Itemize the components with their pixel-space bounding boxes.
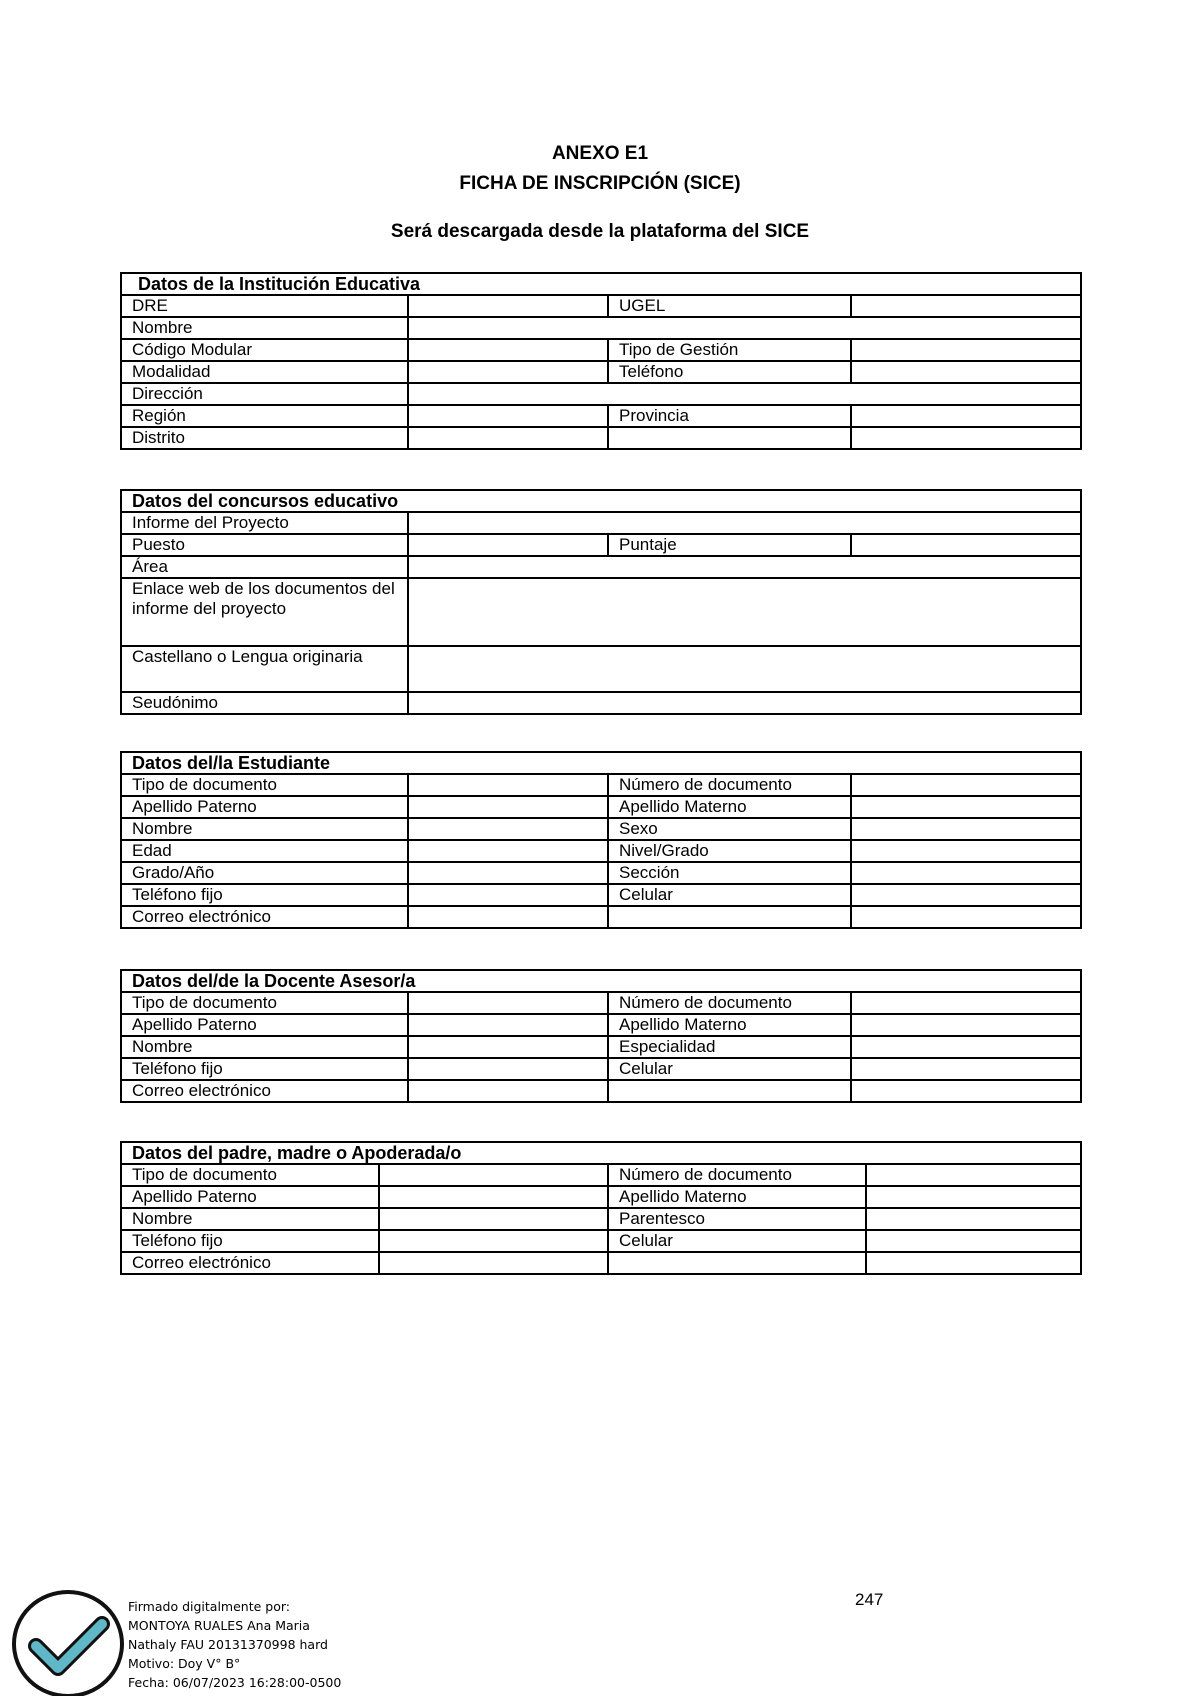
field-label: Nombre xyxy=(121,317,408,339)
signature-line: Fecha: 06/07/2023 16:28:00-0500 xyxy=(128,1675,342,1690)
field-value[interactable] xyxy=(851,906,1081,928)
field-value[interactable] xyxy=(379,1186,608,1208)
field-label: Apellido Materno xyxy=(608,1014,851,1036)
field-label: Tipo de documento xyxy=(121,1164,379,1186)
field-value[interactable] xyxy=(851,796,1081,818)
field-label: Informe del Proyecto xyxy=(121,512,408,534)
field-value[interactable] xyxy=(408,1014,608,1036)
table-row xyxy=(121,427,1081,449)
field-label: Dirección xyxy=(121,383,408,405)
field-value[interactable] xyxy=(851,862,1081,884)
annex-title: ANEXO E1 xyxy=(551,143,649,164)
table-row xyxy=(121,884,1081,906)
field-value[interactable] xyxy=(408,992,608,1014)
field-value[interactable] xyxy=(408,774,608,796)
field-label: Enlace web de los documentos del informe del proyecto xyxy=(121,578,408,646)
section-title: Datos del padre, madre o Apoderada/o xyxy=(121,1142,1081,1164)
signature-line: Nathaly FAU 20131370998 hard xyxy=(128,1637,328,1652)
table-row xyxy=(121,906,1081,928)
field-label: Correo electrónico xyxy=(121,906,408,928)
field-value[interactable] xyxy=(851,884,1081,906)
field-value[interactable] xyxy=(379,1208,608,1230)
field-label: Área xyxy=(121,556,408,578)
field-label: Celular xyxy=(608,884,851,906)
field-label: Región xyxy=(121,405,408,427)
field-value[interactable] xyxy=(851,1058,1081,1080)
table-row xyxy=(121,840,1081,862)
estudiante-table xyxy=(120,751,1082,929)
form-title: FICHA DE INSCRIPCIÓN (SICE) xyxy=(459,173,741,194)
field-value[interactable] xyxy=(408,906,608,928)
form-subtitle: Será descargada desde la plataforma del SICE xyxy=(390,221,810,242)
field-value[interactable] xyxy=(379,1164,608,1186)
field-value[interactable] xyxy=(851,774,1081,796)
field-label: Seudónimo xyxy=(121,692,408,714)
table-row xyxy=(121,1186,1081,1208)
field-value[interactable] xyxy=(408,317,1081,339)
table-row xyxy=(121,512,1081,534)
field-value[interactable] xyxy=(866,1230,1081,1252)
field-label: Tipo de Gestión xyxy=(608,339,851,361)
field-value[interactable] xyxy=(408,295,608,317)
table-row xyxy=(121,796,1081,818)
field-value[interactable] xyxy=(408,534,608,556)
concurso-table xyxy=(120,489,1082,715)
table-row xyxy=(121,1058,1081,1080)
field-label: DRE xyxy=(121,295,408,317)
field-value[interactable] xyxy=(866,1164,1081,1186)
signature-line: Motivo: Doy V° B° xyxy=(128,1656,241,1671)
table-row xyxy=(121,1252,1081,1274)
table-row xyxy=(121,534,1081,556)
table-row xyxy=(121,339,1081,361)
field-value[interactable] xyxy=(851,992,1081,1014)
field-label: Celular xyxy=(608,1230,866,1252)
field-label: Nombre xyxy=(121,1036,408,1058)
table-row xyxy=(121,361,1081,383)
field-value[interactable] xyxy=(851,534,1081,556)
field-value[interactable] xyxy=(866,1186,1081,1208)
field-label: Apellido Paterno xyxy=(121,796,408,818)
field-value[interactable] xyxy=(866,1208,1081,1230)
field-label: Teléfono fijo xyxy=(121,1230,379,1252)
field-value[interactable] xyxy=(379,1230,608,1252)
field-value[interactable] xyxy=(851,405,1081,427)
field-label: UGEL xyxy=(608,295,851,317)
table-row xyxy=(121,992,1081,1014)
digital-signature xyxy=(128,1597,341,1692)
field-value[interactable] xyxy=(408,383,1081,405)
field-value[interactable] xyxy=(851,1036,1081,1058)
field-label: Celular xyxy=(608,1058,851,1080)
field-value[interactable] xyxy=(408,405,608,427)
table-row xyxy=(121,646,1081,692)
field-value[interactable] xyxy=(408,339,608,361)
signature-line: MONTOYA RUALES Ana Maria xyxy=(128,1618,310,1633)
field-label: Número de documento xyxy=(608,774,851,796)
table-row xyxy=(121,1080,1081,1102)
docente-table xyxy=(120,969,1082,1103)
field-value[interactable] xyxy=(851,818,1081,840)
table-row xyxy=(121,774,1081,796)
field-label: Apellido Paterno xyxy=(121,1014,408,1036)
table-row xyxy=(121,1230,1081,1252)
table-row xyxy=(121,862,1081,884)
field-value[interactable] xyxy=(851,1014,1081,1036)
field-label: Apellido Materno xyxy=(608,796,851,818)
field-value[interactable] xyxy=(408,692,1081,714)
table-row xyxy=(121,1208,1081,1230)
field-label: Puesto xyxy=(121,534,408,556)
field-value[interactable] xyxy=(408,646,1081,692)
field-value[interactable] xyxy=(851,361,1081,383)
field-value[interactable] xyxy=(408,840,608,862)
field-label: Número de documento xyxy=(608,992,851,1014)
table-row xyxy=(121,692,1081,714)
field-label: Número de documento xyxy=(608,1164,866,1186)
field-label: Apellido Paterno xyxy=(121,1186,379,1208)
field-label: Nivel/Grado xyxy=(608,840,851,862)
field-value[interactable] xyxy=(851,295,1081,317)
field-value[interactable] xyxy=(408,427,608,449)
field-value[interactable] xyxy=(866,1252,1081,1274)
table-row xyxy=(121,295,1081,317)
field-label: Teléfono fijo xyxy=(121,884,408,906)
field-value[interactable] xyxy=(408,884,608,906)
institucion-table xyxy=(120,272,1082,450)
field-label: Edad xyxy=(121,840,408,862)
page-number: 247 xyxy=(855,1590,884,1609)
field-label: Especialidad xyxy=(608,1036,851,1058)
table-row xyxy=(121,578,1081,646)
field-label xyxy=(608,427,851,449)
field-label: Modalidad xyxy=(121,361,408,383)
apoderado-table xyxy=(120,1141,1082,1275)
field-label: Puntaje xyxy=(608,534,851,556)
table-row xyxy=(121,556,1081,578)
field-label xyxy=(608,1080,851,1102)
field-label: Tipo de documento xyxy=(121,774,408,796)
section-title: Datos del/la Estudiante xyxy=(121,752,1081,774)
table-row xyxy=(121,405,1081,427)
table-row xyxy=(121,1036,1081,1058)
field-value[interactable] xyxy=(408,578,1081,646)
field-label: Correo electrónico xyxy=(121,1252,379,1274)
field-label: Castellano o Lengua originaria xyxy=(121,646,408,692)
table-row xyxy=(121,818,1081,840)
field-label: Provincia xyxy=(608,405,851,427)
field-value[interactable] xyxy=(408,361,608,383)
field-value[interactable] xyxy=(379,1252,608,1274)
field-label xyxy=(608,906,851,928)
field-label: Correo electrónico xyxy=(121,1080,408,1102)
field-value[interactable] xyxy=(408,512,1081,534)
field-label: Teléfono fijo xyxy=(121,1058,408,1080)
field-value[interactable] xyxy=(408,818,608,840)
table-row xyxy=(121,1164,1081,1186)
section-title: Datos del/de la Docente Asesor/a xyxy=(121,970,1081,992)
field-label: Teléfono xyxy=(608,361,851,383)
field-value[interactable] xyxy=(408,862,608,884)
field-label: Nombre xyxy=(121,1208,379,1230)
field-label: Parentesco xyxy=(608,1208,866,1230)
field-value[interactable] xyxy=(851,1080,1081,1102)
field-value[interactable] xyxy=(851,339,1081,361)
field-label: Sexo xyxy=(608,818,851,840)
field-label: Distrito xyxy=(121,427,408,449)
signature-line: Firmado digitalmente por: xyxy=(128,1599,290,1614)
field-value[interactable] xyxy=(408,1080,608,1102)
field-label: Código Modular xyxy=(121,339,408,361)
section-title: Datos de la Institución Educativa xyxy=(121,273,1081,295)
field-label: Grado/Año xyxy=(121,862,408,884)
field-label: Apellido Materno xyxy=(608,1186,866,1208)
field-value[interactable] xyxy=(851,840,1081,862)
field-label: Nombre xyxy=(121,818,408,840)
field-label: Tipo de documento xyxy=(121,992,408,1014)
field-label xyxy=(608,1252,866,1274)
table-row xyxy=(121,383,1081,405)
checkmark-seal-icon xyxy=(8,1588,126,1696)
field-value[interactable] xyxy=(408,556,1081,578)
field-value[interactable] xyxy=(851,427,1081,449)
field-value[interactable] xyxy=(408,1058,608,1080)
field-value[interactable] xyxy=(408,796,608,818)
table-row xyxy=(121,1014,1081,1036)
section-title: Datos del concursos educativo xyxy=(121,490,1081,512)
table-row xyxy=(121,317,1081,339)
field-label: Sección xyxy=(608,862,851,884)
field-value[interactable] xyxy=(408,1036,608,1058)
